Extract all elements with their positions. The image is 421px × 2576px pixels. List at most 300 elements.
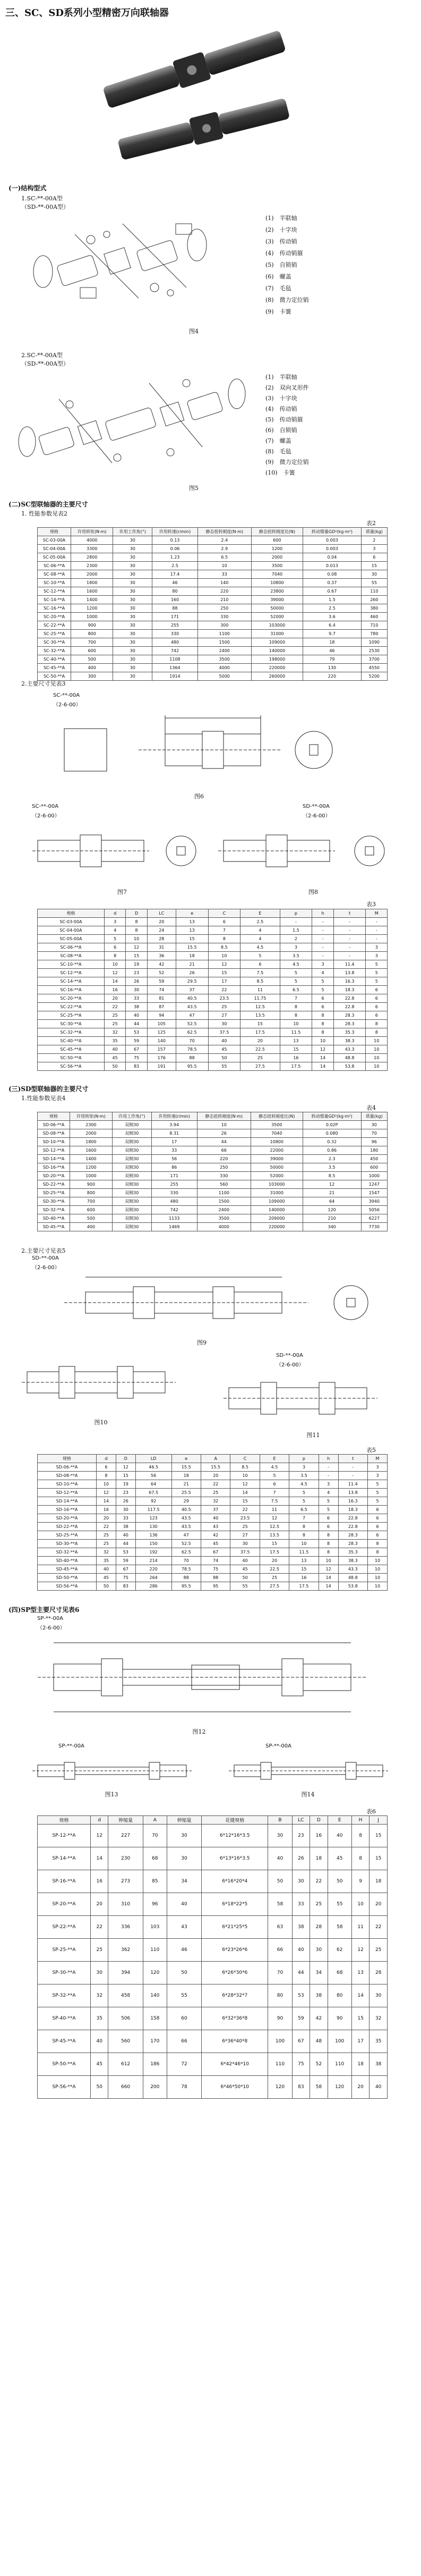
table-cell: 5	[104, 935, 125, 943]
table-cell: 171	[152, 613, 198, 621]
table-cell: 3	[319, 1480, 338, 1489]
table-cell: 30	[113, 579, 152, 587]
table-cell: 25.5	[171, 1489, 201, 1497]
table-cell: 双侧30	[112, 1121, 151, 1129]
table-cell: SP-56-**A	[38, 2076, 91, 2099]
table-cell: 22	[201, 1480, 230, 1489]
table-cell: 10	[230, 1472, 260, 1480]
table-row	[38, 2076, 388, 2099]
table-cell: 46.5	[135, 1463, 171, 1472]
table-cell: SC-06-**A	[38, 943, 105, 952]
table-cell: 6*46*50*10	[202, 2076, 268, 2099]
table-header-cell: LC	[292, 1816, 310, 1825]
table-cell: 22	[370, 1916, 388, 1939]
table-cell: 50000	[251, 604, 303, 613]
table-cell: 31	[147, 943, 176, 952]
table-cell: 48	[310, 2030, 328, 2053]
table-row	[38, 986, 388, 994]
table-row	[38, 2053, 388, 2076]
table-cell: 400	[71, 664, 113, 672]
table-cell: 40	[208, 1037, 240, 1045]
table-cell: 120	[328, 2076, 351, 2099]
table-cell: 14	[96, 1497, 116, 1506]
table-cell: 22	[90, 1916, 108, 1939]
figure-6-caption: 图6	[194, 793, 204, 800]
table-header-cell: 静态扭转刚度(N·m)	[197, 1112, 251, 1121]
table-cell: 8	[319, 1540, 338, 1548]
table-cell: SD-45-**A	[38, 1223, 70, 1231]
table-cell: 6	[361, 553, 387, 562]
table-cell: 800	[71, 630, 113, 638]
table-cell: 66	[167, 2030, 201, 2053]
table-cell: SD-08-**A	[38, 1129, 70, 1138]
table-cell: 33	[116, 1514, 135, 1523]
table-cell: 3.5	[289, 1472, 319, 1480]
table-5-caption: 表5	[366, 1447, 376, 1454]
sd-type-c-label: SD-**-00A	[276, 1353, 303, 1358]
table-cell: 1914	[152, 672, 198, 681]
table-row	[38, 1028, 388, 1037]
table-cell: 26	[292, 1847, 310, 1870]
table-cell: 35	[90, 2007, 108, 2030]
figure-4-caption: 图4	[189, 328, 199, 335]
table-cell: SD-30-**A	[38, 1540, 97, 1548]
table-row	[38, 1523, 388, 1531]
table-cell: 6	[240, 960, 280, 969]
table-cell: 20	[260, 1557, 289, 1565]
table-cell: 30	[113, 621, 152, 630]
table-cell: SC-16-**A	[38, 986, 105, 994]
table-cell: 55	[230, 1582, 260, 1591]
sc-dims-sub: 2.主要尺寸见表3	[21, 680, 66, 687]
part-item: (5) 自锁销	[265, 261, 297, 268]
table-header-cell: A	[201, 1455, 230, 1463]
table-cell: 0.13	[152, 536, 198, 545]
table-cell: 1600	[71, 587, 113, 596]
table-cell: 8.5	[240, 977, 280, 986]
table-cell: 29.5	[176, 977, 208, 986]
table-cell: 78	[167, 2076, 201, 2099]
table-cell: 25	[260, 1574, 289, 1582]
table-cell: 500	[70, 1214, 113, 1223]
table-cell: 8	[319, 1548, 338, 1557]
table-cell: SP-40-**A	[38, 2007, 91, 2030]
table-cell: 6*13*16*3.5	[202, 1847, 268, 1870]
table-cell: 47	[171, 1531, 201, 1540]
table-cell: 8	[289, 1523, 319, 1531]
table-cell: 5200	[361, 672, 387, 681]
table-cell: 110	[361, 587, 387, 596]
table-cell: 14	[230, 1489, 260, 1497]
table-cell: 28.3	[333, 1011, 366, 1020]
table-cell: 45	[230, 1565, 260, 1574]
table-header-cell: d	[90, 1816, 108, 1825]
table-cell: SC-08-**A	[38, 952, 105, 960]
table-cell: 7	[280, 994, 312, 1003]
table-cell: 37.5	[208, 1028, 240, 1037]
table-cell: 2000	[71, 570, 113, 579]
table-cell: 27	[230, 1531, 260, 1540]
table-cell: 48.8	[338, 1574, 367, 1582]
table-cell: 125	[147, 1028, 176, 1037]
structure-heading: (一)结构型式	[8, 184, 47, 192]
table-row	[38, 1214, 388, 1223]
table-cell: 10	[289, 1540, 319, 1548]
table-5	[37, 1454, 388, 1591]
table-cell: 39000	[251, 1155, 303, 1163]
table-cell: 6	[367, 1514, 387, 1523]
exploded-diagram-sc	[21, 213, 251, 320]
table-row	[38, 935, 388, 943]
table-cell: 15	[208, 969, 240, 977]
table-cell: 3300	[71, 545, 113, 553]
table-row	[38, 1062, 388, 1071]
table-cell: 1600	[70, 1146, 113, 1155]
sp-heading: (四)SP型主要尺寸见表6	[8, 1606, 80, 1614]
table-cell: 8	[126, 918, 147, 926]
table-cell: 2.5	[303, 604, 361, 613]
table-cell: 30	[90, 1962, 108, 1984]
table-row	[38, 1189, 388, 1197]
table-cell: 18	[176, 952, 208, 960]
table-cell: SC-14-**A	[38, 977, 105, 986]
table-row	[38, 1206, 388, 1214]
table-row	[38, 553, 388, 562]
table-cell: 43.3	[333, 1045, 366, 1054]
table-cell: 11.4	[338, 1480, 367, 1489]
table-cell: 4550	[361, 664, 387, 672]
table-cell: 42	[201, 1531, 230, 1540]
table-cell: SC-05-00A	[38, 553, 71, 562]
table-cell: 双侧30	[112, 1189, 151, 1197]
table-cell: 500	[71, 655, 113, 664]
table-row	[38, 1565, 388, 1574]
sc-type-a-label: SC-**-00A	[53, 692, 80, 698]
table-cell: 62	[328, 1939, 351, 1962]
table-row	[38, 1582, 388, 1591]
table-cell: 8.5	[230, 1463, 260, 1472]
table-cell: 12	[104, 969, 125, 977]
table-row	[38, 579, 388, 587]
table-cell: 11	[260, 1506, 289, 1514]
table-cell: SC-32-**A	[38, 1028, 105, 1037]
table-header-row	[38, 1816, 388, 1825]
table-cell: SD-25-**A	[38, 1531, 97, 1540]
table-cell: 0.02P	[303, 1121, 361, 1129]
table-cell: -	[366, 918, 388, 926]
table-cell: 53	[116, 1548, 135, 1557]
table-cell: 6*36*40*8	[202, 2030, 268, 2053]
table-header-cell: 转动惯量GD²(kg·m²)	[303, 528, 361, 536]
table-cell: 双侧30	[112, 1206, 151, 1214]
table-header-cell: 规格	[38, 909, 105, 918]
table-cell: 30	[113, 630, 152, 638]
table-cell: 25	[230, 1523, 260, 1531]
table-4-body	[38, 1121, 388, 1231]
table-4	[37, 1112, 388, 1231]
table-row	[38, 1574, 388, 1582]
table-cell: 25	[201, 1489, 230, 1497]
table-cell: 70	[176, 1037, 208, 1045]
table-cell: 60	[167, 2007, 201, 2030]
table-cell: SC-04-00A	[38, 545, 71, 553]
table-cell: 12	[126, 943, 147, 952]
table-cell: 双侧30	[112, 1163, 151, 1172]
table-cell: SC-50-**A	[38, 1054, 105, 1062]
table-header-cell: t	[338, 1455, 367, 1463]
dimension-drawing-fig12	[32, 1632, 383, 1723]
table-cell: SD-06-**A	[38, 1121, 70, 1129]
table-cell: 600	[251, 536, 303, 545]
table-cell: 450	[361, 1155, 387, 1163]
table-cell: 17	[151, 1138, 197, 1146]
table-cell: SC-20-**A	[38, 994, 105, 1003]
table-cell: 2000	[70, 1129, 113, 1138]
table-header-cell: 规格	[38, 1816, 91, 1825]
table-cell: 6*16*20*4	[202, 1870, 268, 1893]
table-cell: 30	[113, 613, 152, 621]
table-header-cell: d	[104, 909, 125, 918]
table-cell: 7	[289, 1514, 319, 1523]
table-6	[37, 1815, 388, 2099]
table-cell: SD-32-**A	[38, 1206, 70, 1214]
table-cell: 90	[328, 2007, 351, 2030]
table-cell: 双侧30	[112, 1223, 151, 1231]
table-cell: 10	[367, 1565, 387, 1574]
table-cell: 43.5	[176, 1003, 208, 1011]
table-cell: 17	[351, 2030, 370, 2053]
table-cell: 40	[90, 2030, 108, 2053]
table-cell: 23.5	[230, 1514, 260, 1523]
table-cell: SC-08-**A	[38, 570, 71, 579]
table-cell: 6	[367, 1523, 387, 1531]
table-cell: 10	[126, 935, 147, 943]
table-cell: 480	[152, 638, 198, 647]
table-cell: 6.5	[197, 553, 251, 562]
table-cell: 1469	[151, 1223, 197, 1231]
table-row	[38, 1197, 388, 1206]
table-cell: 74	[147, 986, 176, 994]
table-header-cell: A	[143, 1816, 167, 1825]
table-cell: 8	[126, 926, 147, 935]
table-cell: 13.5	[240, 1011, 280, 1020]
table-cell: 8	[312, 1020, 333, 1028]
table-cell: 5000	[197, 672, 251, 681]
table-cell: 10	[312, 1037, 333, 1045]
sd-dims-sub: 2.主要尺寸见表5	[21, 1247, 66, 1254]
table-cell: 260	[361, 596, 387, 604]
table-cell: 56	[135, 1472, 171, 1480]
table-3-caption: 表3	[366, 901, 376, 908]
table-row	[38, 1045, 388, 1054]
table-cell: -	[338, 1463, 367, 1472]
table-cell: 10	[197, 1121, 251, 1129]
table-cell: 46	[152, 579, 198, 587]
table-cell: 3500	[197, 1214, 251, 1223]
table-cell: 5	[240, 952, 280, 960]
table-cell: 21	[171, 1480, 201, 1489]
table-row	[38, 1548, 388, 1557]
table-cell: SD-20-**A	[38, 1514, 97, 1523]
table-cell: 50	[208, 1054, 240, 1062]
table-cell: 40	[116, 1531, 135, 1540]
table-cell: 52	[310, 2053, 328, 2076]
table-cell: SP-14-**A	[38, 1847, 91, 1870]
sp-type-a-label: SP-**-00A	[37, 1616, 63, 1621]
table-cell: 1800	[70, 1138, 113, 1146]
table-cell: 30	[208, 1020, 240, 1028]
table-cell: 22.5	[260, 1565, 289, 1574]
table-cell: 59	[292, 2007, 310, 2030]
table-cell: 8.5	[208, 943, 240, 952]
table-cell: 157	[147, 1045, 176, 1054]
table-cell: -	[333, 952, 366, 960]
sd-table-heading: (三)SD型联轴器的主要尺寸	[8, 1085, 89, 1093]
table-cell: 12	[230, 1480, 260, 1489]
table-cell: 6	[367, 1531, 387, 1540]
table-cell: 46	[303, 647, 361, 655]
table-cell: 59	[116, 1557, 135, 1565]
table-cell: 55	[361, 579, 387, 587]
table-row	[38, 1472, 388, 1480]
table-cell: 72	[167, 2053, 201, 2076]
table-cell: 180	[361, 1146, 387, 1155]
sd-type-label: 2.SC-**-00A型	[21, 352, 63, 359]
table-row	[38, 1146, 388, 1155]
table-cell: SC-30-**A	[38, 1020, 105, 1028]
table-cell: 56	[151, 1155, 197, 1163]
table-cell: 214	[135, 1557, 171, 1565]
table-cell: 28.3	[333, 1020, 366, 1028]
table-row	[38, 1939, 388, 1962]
table-cell: 5	[366, 960, 388, 969]
part-item: (7) 螺盖	[265, 437, 291, 444]
table-cell: 109000	[251, 1197, 303, 1206]
table-row	[38, 952, 388, 960]
table-cell: 9.7	[303, 630, 361, 638]
table-cell: 53	[292, 1984, 310, 2007]
table-cell: 35.3	[333, 1028, 366, 1037]
table-cell: 双侧30	[112, 1180, 151, 1189]
table-cell: 5	[289, 1489, 319, 1497]
table-cell: 362	[108, 1939, 143, 1962]
dimension-drawing-fig13	[32, 1754, 192, 1787]
table-row	[38, 647, 388, 655]
table-cell: 120	[143, 1962, 167, 1984]
table-cell: 58	[328, 1916, 351, 1939]
table-header-cell: 许用转速(r/min)	[152, 528, 198, 536]
figure-11-caption: 图11	[306, 1432, 320, 1439]
table-header-cell: D	[116, 1455, 135, 1463]
table-cell: 176	[147, 1054, 176, 1062]
table-cell: 35	[96, 1557, 116, 1565]
table-row	[38, 1489, 388, 1497]
table-cell: 70	[361, 1129, 387, 1138]
table-cell: 5	[319, 1506, 338, 1514]
table-cell: 0.06	[152, 545, 198, 553]
table-cell: 330	[197, 1172, 251, 1180]
table-cell: 15	[351, 2007, 370, 2030]
table-header-cell: C	[230, 1455, 260, 1463]
table-cell: 220	[197, 1155, 251, 1163]
table-cell: 20	[240, 1037, 280, 1045]
table-cell: 140000	[251, 1206, 303, 1214]
table-cell: 55	[328, 1893, 351, 1916]
table-cell: 600	[71, 647, 113, 655]
table-row	[38, 1138, 388, 1146]
table-cell: 117.5	[135, 1506, 171, 1514]
table-cell: 25	[370, 1939, 388, 1962]
table-row	[38, 655, 388, 664]
table-cell: 55	[208, 1062, 240, 1071]
table-row	[38, 1463, 388, 1472]
table-cell: 6	[260, 1480, 289, 1489]
table-header-cell: 许用转矩(N·m)	[71, 528, 113, 536]
table-cell: 8	[366, 1028, 388, 1037]
parts-list-b	[265, 372, 309, 478]
table-cell: 6227	[361, 1214, 387, 1223]
table-cell: SD-40-**A	[38, 1214, 70, 1223]
table-cell: 130	[135, 1523, 171, 1531]
table-header-cell: LD	[135, 1455, 171, 1463]
table-cell: 310	[108, 1893, 143, 1916]
table-cell: 4.5	[289, 1480, 319, 1489]
table-row	[38, 977, 388, 986]
table-row	[38, 1037, 388, 1045]
table-cell: SC-32-**A	[38, 647, 71, 655]
table-cell: 140	[143, 1984, 167, 2007]
table-cell: 30	[113, 647, 152, 655]
table-cell: 8	[312, 1011, 333, 1020]
table-cell: 1200	[251, 545, 303, 553]
table-cell: 200	[143, 2076, 167, 2099]
table-header-cell: H	[351, 1816, 370, 1825]
table-cell: 19	[116, 1480, 135, 1489]
table-cell: 220000	[251, 1223, 303, 1231]
table-cell: 50	[96, 1582, 116, 1591]
table-header-cell: D	[310, 1816, 328, 1825]
sc-table-sub: 1. 性能参数见表2	[21, 510, 67, 517]
table-cell: 50	[328, 1870, 351, 1893]
table-cell: 38	[370, 2053, 388, 2076]
table-cell: 3	[280, 943, 312, 952]
table-cell: 50	[90, 2076, 108, 2099]
table-cell: 120	[268, 2076, 292, 2099]
table-cell: 30	[370, 1984, 388, 2007]
table-cell: SD-10-**A	[38, 1138, 70, 1146]
table-cell: 220000	[251, 664, 303, 672]
table-cell: 110	[268, 2053, 292, 2076]
table-cell: 8	[289, 1531, 319, 1540]
table-cell: SC-04-00A	[38, 926, 105, 935]
table-cell: 480	[151, 1197, 197, 1206]
table-cell: 36	[147, 952, 176, 960]
table-cell: 6	[312, 994, 333, 1003]
figure-9-caption: 图9	[197, 1339, 207, 1346]
table-cell: 67	[292, 2030, 310, 2053]
table-cell: 1100	[197, 1189, 251, 1197]
table-row	[38, 918, 388, 926]
table-cell: 17.5	[289, 1582, 319, 1591]
table-cell: 75	[126, 1054, 147, 1062]
table-cell: -	[366, 935, 388, 943]
table-cell: 30	[113, 545, 152, 553]
table-cell: 0.37	[303, 579, 361, 587]
table-cell: 20	[201, 1472, 230, 1480]
table-cell: SD-45-**A	[38, 1565, 97, 1574]
table-cell: 12	[303, 1180, 361, 1189]
table-cell: 88	[171, 1574, 201, 1582]
